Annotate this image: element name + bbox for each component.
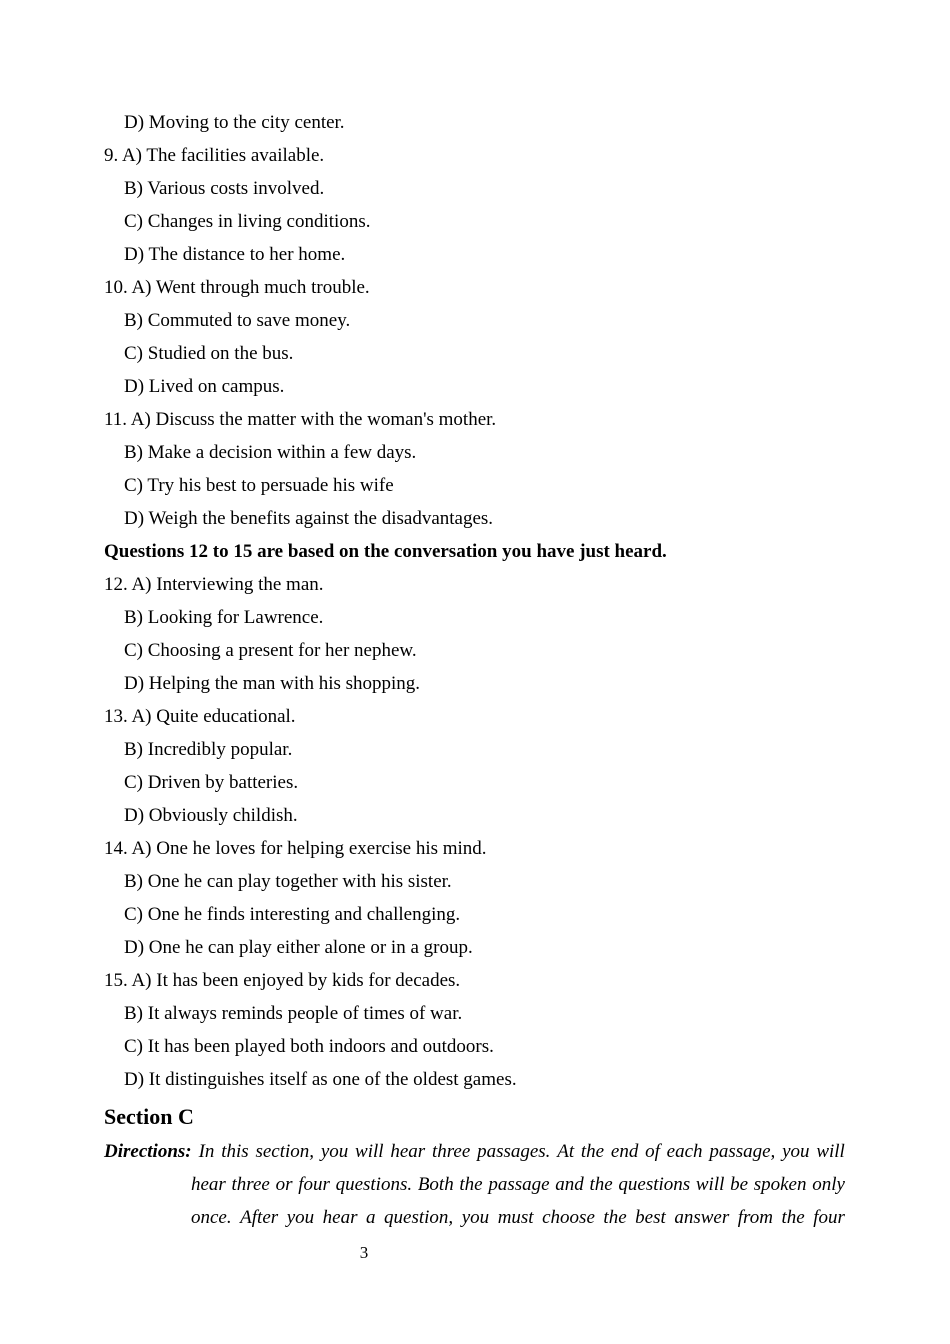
option-line: B) Make a decision within a few days. bbox=[124, 442, 417, 463]
question-line: 11. A) Discuss the matter with the woman's mother. bbox=[104, 409, 497, 430]
option-line: D) It distinguishes itself as one of the oldest games. bbox=[124, 1069, 517, 1090]
question-line: 10. A) Went through much trouble. bbox=[104, 277, 370, 298]
option-line: C) Choosing a present for her nephew. bbox=[124, 640, 417, 661]
directions-line: hear three or four questions. Both the passage and the questions will be spoken only bbox=[191, 1174, 845, 1195]
option-line: D) Obviously childish. bbox=[124, 805, 298, 826]
directions-label: Directions: bbox=[104, 1141, 192, 1162]
section-c-directions bbox=[104, 1135, 845, 1234]
option-line: C) Changes in living conditions. bbox=[124, 211, 371, 232]
directions-line bbox=[104, 1135, 845, 1168]
option-line: D) The distance to her home. bbox=[124, 244, 346, 265]
question-line: 13. A) Quite educational. bbox=[104, 706, 296, 727]
option-line: B) It always reminds people of times of war. bbox=[124, 1003, 463, 1024]
question-line: 9. A) The facilities available. bbox=[104, 145, 325, 166]
option-line: C) Studied on the bus. bbox=[124, 343, 294, 364]
questions-note-line: Questions 12 to 15 are based on the conversation you have just heard. bbox=[104, 541, 667, 562]
option-line: C) One he finds interesting and challenging. bbox=[124, 904, 461, 925]
option-line: D) Helping the man with his shopping. bbox=[124, 673, 421, 694]
option-line: C) It has been played both indoors and outdoors. bbox=[124, 1036, 494, 1057]
question-line: 12. A) Interviewing the man. bbox=[104, 574, 324, 595]
option-line: B) Looking for Lawrence. bbox=[124, 607, 324, 628]
option-line: B) One he can play together with his sister. bbox=[124, 871, 452, 892]
option-line: D) One he can play either alone or in a group. bbox=[124, 937, 473, 958]
option-line: B) Various costs involved. bbox=[124, 178, 325, 199]
option-line: D) Lived on campus. bbox=[124, 376, 285, 397]
exam-content bbox=[104, 106, 845, 1234]
directions-text: In this section, you will hear three passages. At the end of each passage, you will bbox=[198, 1141, 845, 1162]
directions-line: once. After you hear a question, you must choose the best answer from the four bbox=[191, 1207, 845, 1228]
option-line: C) Try his best to persuade his wife bbox=[124, 475, 394, 496]
option-line: C) Driven by batteries. bbox=[124, 772, 299, 793]
option-line: D) Moving to the city center. bbox=[124, 112, 345, 133]
option-line: B) Commuted to save money. bbox=[124, 310, 351, 331]
question-line: 15. A) It has been enjoyed by kids for decades. bbox=[104, 970, 461, 991]
page-number: 3 bbox=[359, 1243, 369, 1262]
option-line: B) Incredibly popular. bbox=[124, 739, 293, 760]
question-line: 14. A) One he loves for helping exercise his mind. bbox=[104, 838, 487, 859]
section-c-heading: Section C bbox=[104, 1104, 194, 1129]
option-line: D) Weigh the benefits against the disadvantages. bbox=[124, 508, 494, 529]
